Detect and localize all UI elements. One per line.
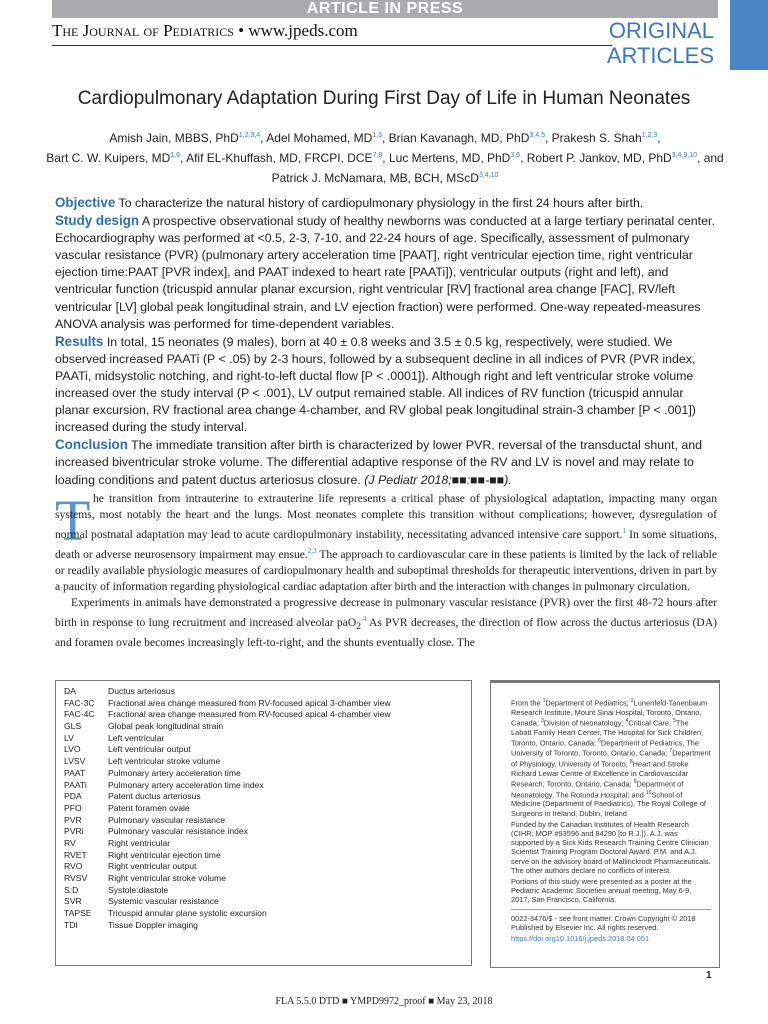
study-design-heading: Study design	[55, 213, 140, 229]
abstract-objective	[55, 194, 717, 212]
abbreviation-definition: Systole:diastole	[108, 884, 169, 895]
abbreviation-definition: Fractional area change measured from RV-focused apical 3-chamber view	[108, 697, 391, 708]
abbreviation-row	[64, 733, 391, 745]
abbreviation-definition: Right ventricular ejection time	[108, 849, 221, 860]
abbreviation-code: SVR	[64, 896, 82, 907]
abbreviation-definition: Patent ductus arteriosus	[108, 791, 201, 802]
author-name: Bart C. W. Kuipers, MD	[46, 151, 171, 165]
body-text	[55, 488, 717, 651]
author-affiliation[interactable]: 3,4,5	[529, 132, 545, 139]
body-text-segment: As PVR decreases, the direction of flow across the ductus arteriosus (DA) and foramen ovale becomes increasingly left-to-right, and the shunts eventually close. The	[55, 615, 717, 649]
abbreviation-row	[64, 826, 391, 838]
conclusion-text: The immediate transition after birth is characterized by lower PVR, reversal of the transductal shunt, and increased biventricular stroke volume. The differential adaptive response of the RV and LV is novel and may relate to loading conditions and patent ductus arteriosus closure.	[55, 438, 703, 487]
journal-separator: •	[238, 21, 245, 40]
author-affiliation[interactable]: 1,6	[170, 152, 181, 159]
abbreviation-definition: Pulmonary vascular resistance	[108, 814, 226, 825]
abbreviation-row	[64, 896, 391, 908]
author-name: Prakesh S. Shah	[551, 131, 642, 145]
author-affiliation[interactable]: 3,4,10	[478, 172, 499, 179]
results-heading: Results	[55, 333, 104, 349]
funding-note: Funded by the Canadian Institutes of Health Research (CIHR; MOP #93596 and 84290 [to R.J.]). A.J. was supported by a Sick Kids Research Training Centre Clinician Scientist Training Program Doctoral Award. P.M. and A.J. serve on the advisory board of Mallinckrodt Pharmaceuticals. The other authors declare no conflicts of interest.	[511, 819, 711, 875]
conclusion-heading: Conclusion	[55, 437, 128, 453]
author-list: Amish Jain, MBBS, PhD$^{1,2,3,4}$, Adel Mohamed, MD$^{1,3}$, Brian Kavanagh, MD, PhD$^{3,4,5}$, Prakesh S. Shah$^{1,2,3}$, Bart C. W. Kuipers, MD$^{1,6}$, Afif EL-Khuffash, MD, FRCPI, DCE$^{7,8}$, Luc Mertens, MD, PhD$^{3,6}$, Robert P. Jankov, MD, PhD$^{3,4,9,10}$, and Patrick J. McNamara, MB, BCH, MScD$^{3,4,10}$	[46, 131, 724, 185]
section-label-line-2: ARTICLES	[606, 43, 714, 68]
abbreviation-definition: Pulmonary artery acceleration time index	[108, 779, 264, 790]
doi-link[interactable]: https://doi.org10.1016/j.jpeds.2018.04.051	[511, 933, 650, 943]
abbreviation-definition: Tissue Doppler imaging	[108, 919, 198, 930]
abbreviation-code: LVO	[64, 744, 81, 755]
body-text-segment: In some situations, death or adverse neurosensory impairment may ensue.	[55, 527, 717, 561]
abbreviation-definition: Left ventricular stroke volume	[108, 756, 221, 767]
poster-note: Portions of this study were presented as a poster at the Pediatric Academic Societies annual meeting, May 6-9, 2017, San Francisco, California.	[511, 876, 692, 905]
author-name: Amish Jain, MBBS, PhD	[109, 131, 239, 145]
author-name: Brian Kavanagh, MD, PhD	[388, 131, 530, 145]
article-in-press-banner: ARTICLE IN PRESS	[52, 0, 718, 18]
abbreviation-row	[64, 861, 391, 873]
abbreviation-code: RV	[64, 837, 76, 848]
section-color-tab	[730, 0, 768, 70]
abbreviation-definition: Ductus arteriosus	[108, 686, 175, 696]
abbreviation-code: TDI	[64, 919, 78, 930]
author-affiliation[interactable]: 1,2,3	[641, 132, 658, 139]
abstract-study-design	[55, 212, 717, 333]
article-title: Cardiopulmonary Adaptation During First Day of Life in Human Neonates	[77, 88, 691, 109]
abbreviation-code: RVET	[64, 849, 87, 860]
results-text: In total, 15 neonates (9 males), born at 40 ± 0.8 weeks and 3.5 ± 0.5 kg, respectively, were studied. We observed increased PAATi (P < .05) by 2-3 hours, followed by a subsequent decline in all indices of PVR (PVR index, PAATi, midsystolic notching, and right-to-left ductal flow [P < .0001]). Although right and left ventricular stroke volume increased over the study interval (P < .001), LV output remained stable. All indices of RV function (tricuspid annular planar excursion, RV fractional area change 4-chamber, and RV global peak longitudinal strain-3 chamber [P < .001]) increased during the study interval.	[55, 334, 696, 435]
abbreviation-definition: Systemic vascular resistance	[108, 896, 219, 907]
body-text-segment: he transition from intrauterine to extrauterine life represents a critical phase of physiological adaptation, impacting many organ systems, most notably the heart and the lungs. Most neonates complete this transition without complications; however, dysregulation of normal postnatal adaptation may lead to acute cardiopulmonary instability, necessitating advanced intensive care support.	[55, 492, 717, 541]
abbreviation-row	[64, 920, 391, 932]
abbreviation-code: PVR	[64, 814, 82, 825]
abstract-results	[55, 333, 717, 437]
abbreviation-definition: Right ventricular output	[108, 861, 197, 872]
abbreviation-code: LV	[64, 732, 74, 743]
notes-divider	[511, 909, 711, 910]
page-number: 1	[706, 970, 712, 981]
body-text-segment: Experiments in animals have demonstrated a progressive decrease in pulmonary vascular resistance (PVR) over the first 48-72 hours after birth in response to lung recruitment and increased alveolar paO	[55, 595, 717, 629]
abbreviation-row	[64, 698, 391, 710]
abbreviation-definition: Pulmonary artery acceleration time	[108, 767, 241, 778]
journal-url[interactable]: www.jpeds.com	[248, 21, 358, 40]
abbreviation-definition: Fractional area change measured from RV-focused apical 4-chamber view	[108, 709, 391, 720]
abbreviation-code: PAATi	[64, 779, 87, 790]
section-label-line-1: ORIGINAL	[608, 18, 714, 43]
abbreviation-definition: Tricuspid annular plane systolic excursion	[108, 908, 267, 919]
authors-and: and	[703, 151, 724, 165]
author-notes	[511, 697, 711, 945]
abbreviation-row	[64, 908, 391, 920]
author-affiliation[interactable]: 7,8	[372, 152, 383, 159]
abstract	[55, 194, 717, 489]
study-design-text: A prospective observational study of healthy newborns was conducted at a large tertiary perinatal center. Echocardiography was performed at <0.5, 2-3, 7-10, and 22-24 hours of age. Specifically, assessment of pulmonary vascular resistance (PVR) (pulmonary artery acceleration time [PAAT], right ventricular ejection time, right ventricular ejection time:PAAT [PVR index], and PAAT indexed to heart rate [PAATi]), ventricular outputs (right and left), and ventricular function (tricuspid annular planar excursion, right ventricular [RV] fractional area change [FAC], RV/left ventricular [LV] global peak longitudinal strain, and LV ejection fraction) were performed. One-way repeated-measures ANOVA analysis was performed for time-dependent variables.	[55, 214, 715, 331]
header-rule	[52, 45, 612, 46]
abbreviation-row	[64, 885, 391, 897]
section-label	[607, 18, 714, 68]
reference-link[interactable]: .4	[361, 614, 367, 623]
abbreviation-row	[64, 780, 391, 792]
author-name: Afif EL-Khuffash, MD, FRCPI, DCE	[186, 151, 373, 165]
affiliations-note: From the $^1$Department of Pediatrics; $^2$Lunenfeld-Tanenbaum Research Institute, Mount Sinai Hospital, Toronto, Ontario, Canada; $^3$Division of Neonatology; $^4$Critical Care; $^5$The Labatt Family Heart Center, The Hospital for Sick Children, Toronto, Ontario, Canada; $^6$Department of Pediatrics, The University of Toronto, Toronto, Ontario, Canada; $^7$Department of Physiology, University of Toronto; $^8$Heart and Stroke Richard Lewar Centre of Excellence in Cardiovascular Research, Toronto, Ontario, Canada; $^9$Department of Neonatology, The Rotunda Hospital; and $^{10}$School of Medicine (Department of Paediatrics), The Royal College of Surgeons in Ireland, Dublin, Ireland	[511, 698, 711, 818]
abbreviation-code: TAPSE	[64, 908, 92, 919]
abbreviation-definition: Patent foramen ovale	[108, 802, 190, 813]
objective-text: To characterize the natural history of cardiopulmonary physiology in the first 24 hours after birth.	[118, 196, 644, 210]
reference-link[interactable]: 2,3	[307, 546, 317, 555]
author-name: Robert P. Jankov, MD, PhD	[526, 151, 672, 165]
abbreviations-table	[64, 686, 391, 931]
author-name: Luc Mertens, MD, PhD	[388, 151, 511, 165]
abbreviation-code: DA	[64, 686, 76, 696]
abbreviation-code: LVSV	[64, 756, 86, 767]
author-name: Patrick J. McNamara, MB, BCH, MScD	[271, 171, 479, 185]
abbreviation-definition: Left ventricular output	[108, 744, 191, 755]
journal-name: The Journal of Pediatrics	[52, 21, 234, 40]
abbreviations-box	[55, 680, 472, 966]
drop-cap: T	[55, 488, 91, 553]
abbreviation-code: RVSV	[64, 873, 88, 883]
abbreviation-code: FAC-4C	[64, 709, 95, 720]
author-affiliation[interactable]: 3,4,9,10	[671, 152, 698, 159]
subscript: 2	[356, 620, 362, 632]
author-affiliation[interactable]: 1,3	[372, 132, 382, 139]
abbreviation-code: S:D	[64, 884, 79, 895]
abbreviation-code: PDA	[64, 791, 82, 802]
abbreviation-code: RVO	[64, 861, 83, 872]
proof-footer: FLA 5.5.0 DTD ■ YMPD9972_proof ■ May 23, 2018	[275, 996, 493, 1007]
abbreviation-row	[64, 709, 391, 721]
abstract-conclusion	[55, 436, 717, 488]
body-text-segment: The approach to cardiovascular care in these patients is limited by the lack of reliable or readily available physiologic measures of cardiopulmonary health and suboptimal thresholds for therapeutic interventions, driven in part by a paucity of information regarding physiological cardiac adaptation after birth and the interaction with changes in pulmonary circulation.	[55, 547, 717, 593]
abbreviation-row	[64, 768, 391, 780]
author-notes-box	[490, 680, 720, 968]
abstract-citation: (J Pediatr 2018;■■:■■-■■).	[364, 472, 512, 487]
abbreviation-definition: Global peak longitudinal strain	[108, 721, 224, 732]
abbreviation-code: GLS	[64, 721, 82, 732]
abbreviation-row	[64, 791, 391, 803]
author-name: Adel Mohamed, MD	[266, 131, 373, 145]
abbreviation-row	[64, 803, 391, 815]
abbreviation-definition: Right ventricular stroke volume	[108, 873, 226, 883]
abbreviation-definition: Left ventricular	[108, 732, 165, 743]
abbreviation-code: PFO	[64, 802, 82, 813]
body-paragraph	[55, 595, 717, 651]
abbreviation-row	[64, 815, 391, 827]
abbreviation-row	[64, 873, 391, 885]
author-affiliation[interactable]: 1,2,3,4	[238, 132, 261, 139]
abbreviation-row	[64, 850, 391, 862]
abbreviation-definition: Right ventricular	[108, 837, 171, 848]
abbreviation-row	[64, 721, 391, 733]
abbreviation-row	[64, 744, 391, 756]
copyright-note: 0022-3476/$ - see front matter. Crown Copyright © 2018 Published by Elsevier Inc. All rights reserved.	[511, 913, 696, 932]
reference-link[interactable]: 1	[622, 527, 626, 535]
abbreviation-definition: Pulmonary vascular resistance index	[108, 826, 248, 837]
body-paragraph	[55, 488, 717, 595]
abbreviation-row	[64, 838, 391, 850]
objective-heading: Objective	[55, 195, 116, 210]
abbreviation-code: PAAT	[64, 767, 86, 778]
abbreviations-table-body	[64, 686, 391, 931]
abbreviation-code: PVRi	[64, 826, 84, 837]
abbreviation-row	[64, 756, 391, 768]
abbreviation-row	[64, 686, 391, 698]
abbreviation-code: FAC-3C	[64, 697, 95, 708]
journal-header	[52, 21, 358, 41]
author-affiliation[interactable]: 3,6	[510, 152, 521, 159]
